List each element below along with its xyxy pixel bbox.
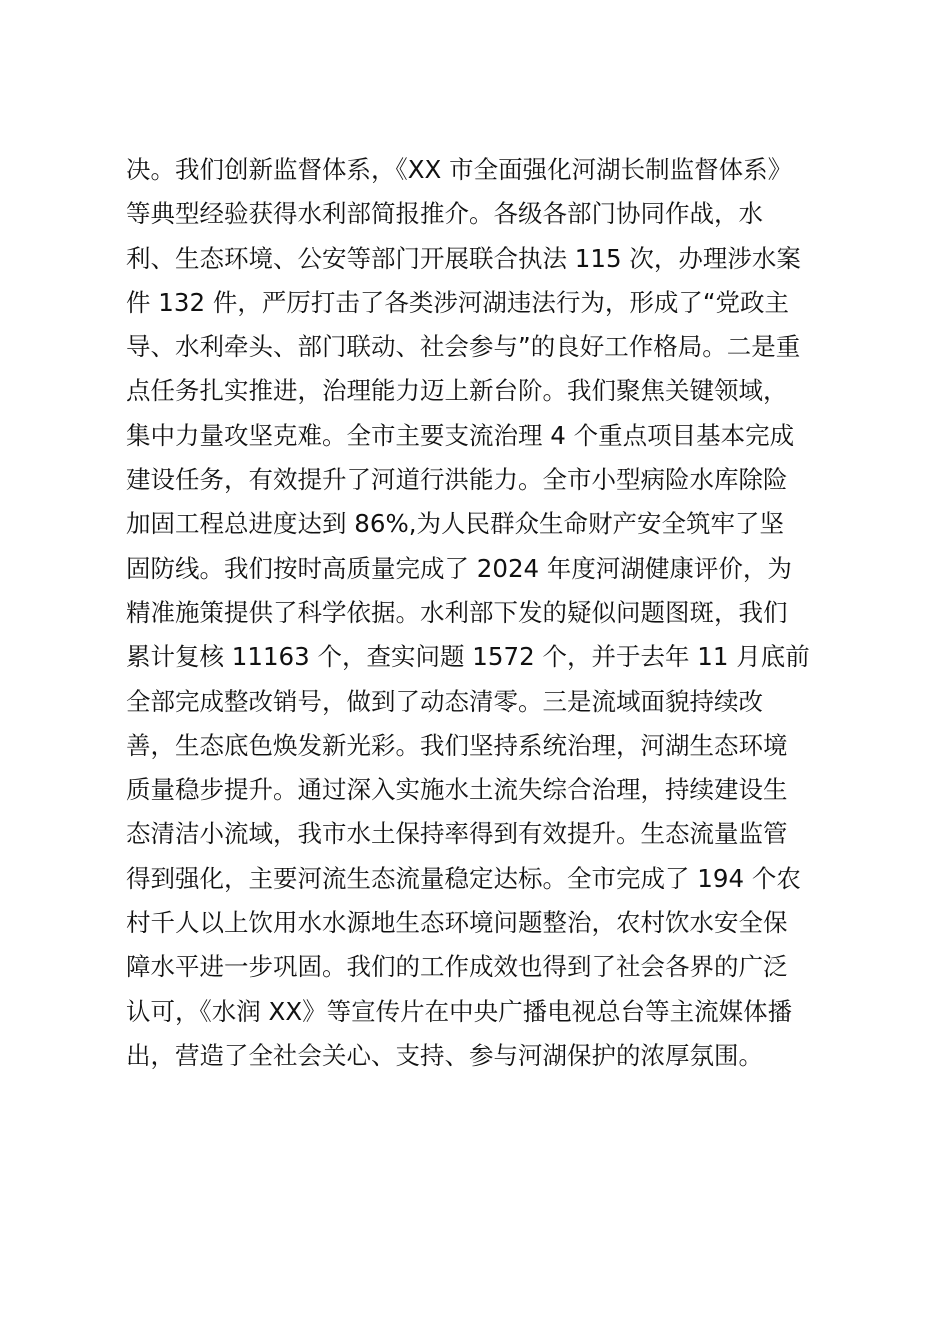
text-line: 善，生态底色焕发新光彩。我们坚持系统治理，河湖生态环境 [126, 730, 788, 760]
text-line: 精准施策提供了科学依据。水利部下发的疑似问题图斑，我们 [126, 597, 788, 627]
text-line: 认可，《水润 XX》等宣传片在中央广播电视总台等主流媒体播 [126, 996, 793, 1026]
text-line: 村千人以上饮用水水源地生态环境问题整治，农村饮水安全保 [126, 908, 788, 938]
text-line: 障水平进一步巩固。我们的工作成效也得到了社会各界的广泛 [126, 952, 788, 982]
text-line: 利、生态环境、公安等部门开展联合执法 115 次，办理涉水案 [126, 243, 801, 273]
text-line: 出，营造了全社会关心、支持、参与河湖保护的浓厚氛围。 [126, 1040, 763, 1070]
text-line: 质量稳步提升。通过深入实施水土流失综合治理，持续建设生 [126, 775, 788, 805]
text-line: 累计复核 11163 个，查实问题 1572 个，并于去年 11 月底前 [126, 642, 810, 672]
text-line: 件 132 件，严厉打击了各类涉河湖违法行为，形成了“党政主 [126, 287, 790, 317]
text-line: 导、水利牵头、部门联动、社会参与”的良好工作格局。二是重 [126, 332, 801, 362]
text-line: 等典型经验获得水利部简报推介。各级各部门协同作战，水 [126, 199, 763, 229]
text-line: 建设任务，有效提升了河道行洪能力。全市小型病险水库除险 [126, 465, 788, 495]
text-line: 态清洁小流域，我市水土保持率得到有效提升。生态流量监管 [126, 819, 788, 849]
text-line: 得到强化，主要河流生态流量稳定达标。全市完成了 194 个农 [126, 863, 801, 893]
text-line: 集中力量攻坚克难。全市主要支流治理 4 个重点项目基本完成 [126, 420, 795, 450]
text-line: 加固工程总进度达到 86%,为人民群众生命财产安全筑牢了坚 [126, 509, 785, 539]
text-line: 点任务扎实推进，治理能力迈上新台阶。我们聚焦关键领域， [126, 376, 788, 406]
body-paragraph [126, 148, 836, 1078]
text-line: 全部完成整改销号，做到了动态清零。三是流域面貌持续改 [126, 686, 763, 716]
text-line: 决。我们创新监督体系，《XX 市全面强化河湖长制监督体系》 [126, 155, 793, 184]
text-line: 固防线。我们按时高质量完成了 2024 年度河湖健康评价，为 [126, 553, 792, 583]
